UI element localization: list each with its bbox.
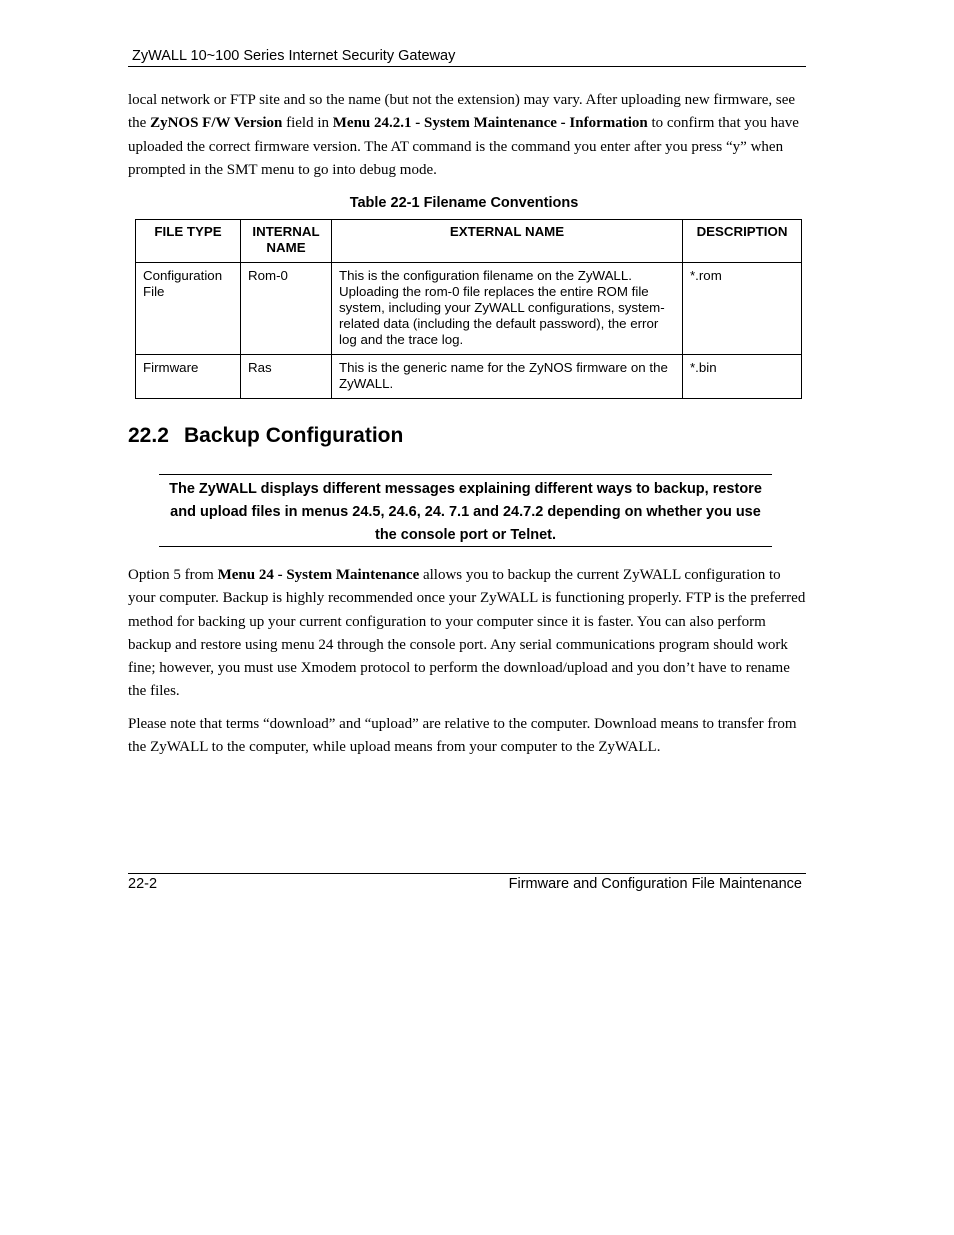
page-footer (128, 873, 806, 894)
column-header: EXTERNAL NAME (332, 220, 683, 263)
menu-reference: Menu 24 - System Maintenance (217, 567, 420, 583)
chapter-title: Firmware and Configuration File Maintenance (508, 876, 802, 892)
zynos-fw-version-field: ZyNOS F/W Version (150, 115, 283, 132)
page-number: 22-2 (128, 876, 158, 892)
table-cell: This is the configuration filename on the ZyWALL. Uploading the rom-0 file replaces the entire ROM file system, including your ZyWALL configurations, system-related data (including the default password), the error log and the trace log. (332, 263, 683, 355)
column-header: INTERNAL NAME (241, 220, 332, 263)
table-cell: Rom-0 (241, 263, 332, 355)
page-header (128, 47, 806, 67)
table-row (136, 355, 802, 399)
section-number: 22.2 (128, 424, 169, 447)
section-title: Backup Configuration (184, 424, 404, 447)
table-cell: This is the generic name for the ZyNOS firmware on the ZyWALL. (332, 355, 683, 399)
header-title: ZyWALL 10~100 Series Internet Security Gateway (132, 48, 456, 64)
download-upload-paragraph: Please note that terms “download” and “upload” are relative to the computer. Download means to transfer from the ZyWALL to the computer, while upload means from your computer to the ZyWALL. (128, 716, 797, 756)
section-heading (128, 424, 403, 448)
table-cell: Ras (241, 355, 332, 399)
backup-paragraph: Option 5 from Menu 24 - System Maintenance allows you to backup the current ZyWALL configuration to your computer. Backup is highly recommended once your ZyWALL is functioning properly. FTP is the preferred method for backing up your current configuration to your computer since it is faster. You can also perform backup and restore using menu 24 through the console port. Any serial communications program should work fine; however, you must use Xmodem protocol to perform the download/upload and you don’t have to rename the files. (128, 567, 806, 700)
menu-reference: Menu 24.2.1 - System Maintenance - Information (332, 115, 648, 132)
column-header: FILE TYPE (136, 220, 241, 263)
table-caption: Table 22-1 Filename Conventions (349, 195, 579, 211)
intro-paragraph: local network or FTP site and so the name (but not the extension) may vary. After uploading new firmware, see the ZyNOS F/W Version field in Menu 24.2.1 - System Maintenance - Information to confirm that you have uploaded the correct firmware version. The AT command is the command you enter after you press “y” when prompted in the SMT menu to go into debug mode. (128, 92, 799, 178)
note-box: The ZyWALL displays different messages explaining different ways to backup, restore and upload files in menus 24.5, 24.6, 24. 7.1 and 24.7.2 depending on whether you use the console port or Telnet. (159, 474, 772, 547)
column-header: DESCRIPTION (683, 220, 802, 263)
table-row (136, 263, 802, 355)
table-header-row (136, 220, 802, 263)
table-cell: Firmware (136, 355, 241, 399)
filename-conventions-table (135, 219, 802, 399)
table-cell: Configuration File (136, 263, 241, 355)
table-cell: *.rom (683, 263, 802, 355)
table-cell: *.bin (683, 355, 802, 399)
